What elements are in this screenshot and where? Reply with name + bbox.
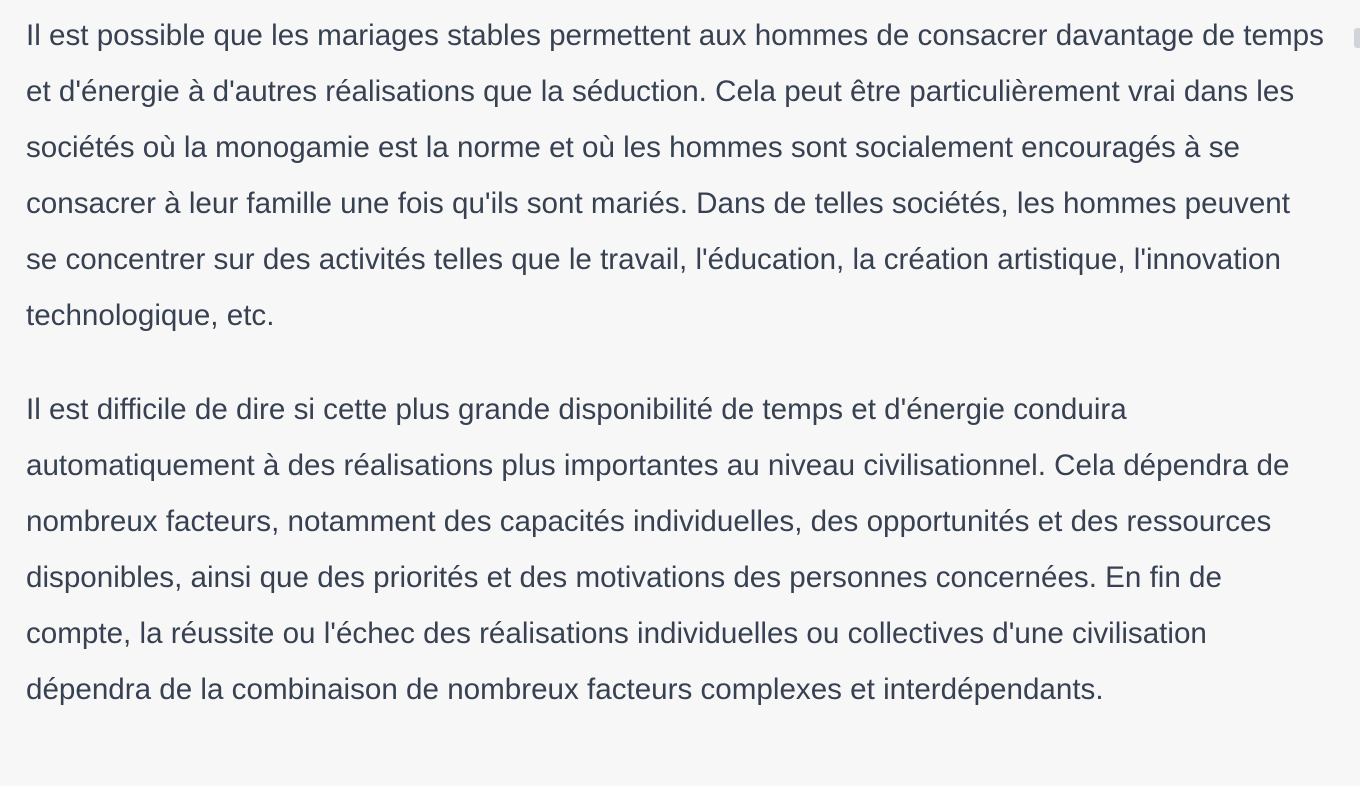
response-paragraph-1: Il est possible que les mariages stables permettent aux hommes de consacrer davantage de temps et d'énergie à d'autres réalisations que la séduction. Cela peut être particulièrement vrai dans les sociétés où la monogamie est la norme et où les hommes sont socialement encouragés à se consacrer à leur famille une fois qu'ils sont mariés. Dans de telles sociétés, les hommes peuvent se concentrer sur des activités telles que le travail, l'éducation, la création artistique, l'innovation technologique, etc.: [26, 19, 1324, 332]
scrollbar-handle[interactable]: [1354, 28, 1360, 48]
response-paragraph-2: Il est difficile de dire si cette plus grande disponibilité de temps et d'énergie conduira automatiquement à des réalisations plus importantes au niveau civilisationnel. Cela dépendra de nombreux facteurs, notamment des capacités individuelles, des opportunités et des ressources disponibles, ainsi que des priorités et des motivations des personnes concernées. En fin de compte, la réussite ou l'échec des réalisations individuelles ou collectives d'une civilisation dépendra de la combinaison de nombreux facteurs complexes et interdépendants.: [26, 393, 1290, 706]
